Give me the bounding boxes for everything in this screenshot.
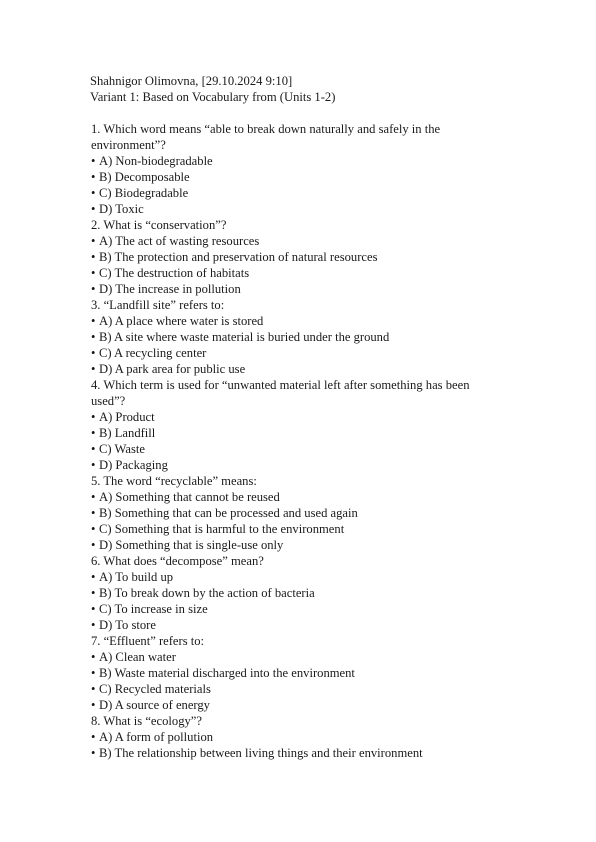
- option-label: D) Toxic: [99, 202, 144, 216]
- bullet-icon: •: [91, 234, 96, 248]
- option-label: D) The increase in pollution: [99, 282, 241, 296]
- bullet-icon: •: [91, 426, 96, 440]
- bullet-icon: •: [91, 362, 96, 376]
- bullet-icon: •: [91, 730, 96, 744]
- bullet-icon: •: [91, 330, 96, 344]
- answer-option: [90, 617, 500, 633]
- document-body: [90, 73, 500, 761]
- answer-option: [90, 601, 500, 617]
- bullet-icon: •: [91, 410, 96, 424]
- bullet-icon: •: [91, 170, 96, 184]
- question-text: 7. “Effluent” refers to:: [91, 634, 205, 648]
- bullet-icon: •: [91, 490, 96, 504]
- bullet-icon: •: [91, 522, 96, 536]
- answer-option: [90, 745, 500, 761]
- option-label: B) The protection and preservation of natural resources: [99, 250, 378, 264]
- answer-option: [90, 425, 500, 441]
- bullet-icon: •: [91, 282, 96, 296]
- answer-option: [90, 569, 500, 585]
- option-label: B) Landfill: [99, 426, 156, 440]
- option-label: A) To build up: [99, 570, 174, 584]
- answer-option: [90, 281, 500, 297]
- answer-option: [90, 313, 500, 329]
- answer-option: [90, 665, 500, 681]
- question-text: 6. What does “decompose” mean?: [91, 554, 264, 568]
- question-text: 4. Which term is used for “unwanted material left after something has been used”?: [91, 378, 470, 408]
- option-label: D) A source of energy: [99, 698, 210, 712]
- question-text: 3. “Landfill site” refers to:: [91, 298, 225, 312]
- answer-option: [90, 329, 500, 345]
- option-label: C) The destruction of habitats: [99, 266, 250, 280]
- bullet-icon: •: [91, 602, 96, 616]
- answer-option: [90, 361, 500, 377]
- bullet-icon: •: [91, 154, 96, 168]
- answer-option: [90, 153, 500, 169]
- answer-option: [90, 185, 500, 201]
- option-label: C) To increase in size: [99, 602, 208, 616]
- bullet-icon: •: [91, 186, 96, 200]
- answer-option: [90, 265, 500, 281]
- bullet-icon: •: [91, 458, 96, 472]
- answer-option: [90, 233, 500, 249]
- answer-option: [90, 489, 500, 505]
- option-label: C) Recycled materials: [99, 682, 211, 696]
- option-label: A) Clean water: [99, 650, 176, 664]
- answer-option: [90, 345, 500, 361]
- answer-option: [90, 441, 500, 457]
- option-label: A) The act of wasting resources: [99, 234, 260, 248]
- option-label: A) A form of pollution: [99, 730, 214, 744]
- bullet-icon: •: [91, 346, 96, 360]
- option-label: B) Something that can be processed and used again: [99, 506, 358, 520]
- option-label: D) Packaging: [99, 458, 168, 472]
- answer-option: [90, 649, 500, 665]
- answer-option: [90, 681, 500, 697]
- option-label: D) A park area for public use: [99, 362, 246, 376]
- option-label: A) Non-biodegradable: [99, 154, 213, 168]
- bullet-icon: •: [91, 650, 96, 664]
- bullet-icon: •: [91, 250, 96, 264]
- option-label: B) The relationship between living things and their environment: [99, 746, 423, 760]
- bullet-icon: •: [91, 570, 96, 584]
- question-text: 2. What is “conservation”?: [91, 218, 227, 232]
- bullet-icon: •: [91, 746, 96, 760]
- option-label: B) A site where waste material is buried under the ground: [99, 330, 390, 344]
- bullet-icon: •: [91, 666, 96, 680]
- question-list: [90, 121, 500, 761]
- option-label: A) Something that cannot be reused: [99, 490, 280, 504]
- option-label: D) To store: [99, 618, 156, 632]
- answer-option: [90, 249, 500, 265]
- answer-option: [90, 457, 500, 473]
- option-label: C) A recycling center: [99, 346, 207, 360]
- spacer: [90, 105, 500, 121]
- bullet-icon: •: [91, 442, 96, 456]
- option-label: A) Product: [99, 410, 155, 424]
- bullet-icon: •: [91, 618, 96, 632]
- answer-option: [90, 521, 500, 537]
- option-label: A) A place where water is stored: [99, 314, 264, 328]
- answer-option: [90, 729, 500, 745]
- variant-title: Variant 1: Based on Vocabulary from (Units 1-2): [90, 90, 336, 104]
- answer-option: [90, 585, 500, 601]
- answer-option: [90, 409, 500, 425]
- question-text: 1. Which word means “able to break down naturally and safely in the environment”?: [91, 122, 441, 152]
- bullet-icon: •: [91, 506, 96, 520]
- option-label: D) Something that is single-use only: [99, 538, 284, 552]
- bullet-icon: •: [91, 314, 96, 328]
- question-text: 5. The word “recyclable” means:: [91, 474, 257, 488]
- answer-option: [90, 201, 500, 217]
- bullet-icon: •: [91, 698, 96, 712]
- option-label: C) Waste: [99, 442, 145, 456]
- option-label: B) Decomposable: [99, 170, 190, 184]
- bullet-icon: •: [91, 586, 96, 600]
- bullet-icon: •: [91, 682, 96, 696]
- answer-option: [90, 537, 500, 553]
- option-label: C) Something that is harmful to the environment: [99, 522, 345, 536]
- option-label: B) Waste material discharged into the environment: [99, 666, 355, 680]
- bullet-icon: •: [91, 538, 96, 552]
- answer-option: [90, 697, 500, 713]
- option-label: C) Biodegradable: [99, 186, 189, 200]
- answer-option: [90, 505, 500, 521]
- author-timestamp: Shahnigor Olimovna, [29.10.2024 9:10]: [90, 74, 293, 88]
- question-text: 8. What is “ecology”?: [91, 714, 202, 728]
- bullet-icon: •: [91, 266, 96, 280]
- bullet-icon: •: [91, 202, 96, 216]
- answer-option: [90, 169, 500, 185]
- option-label: B) To break down by the action of bacteria: [99, 586, 315, 600]
